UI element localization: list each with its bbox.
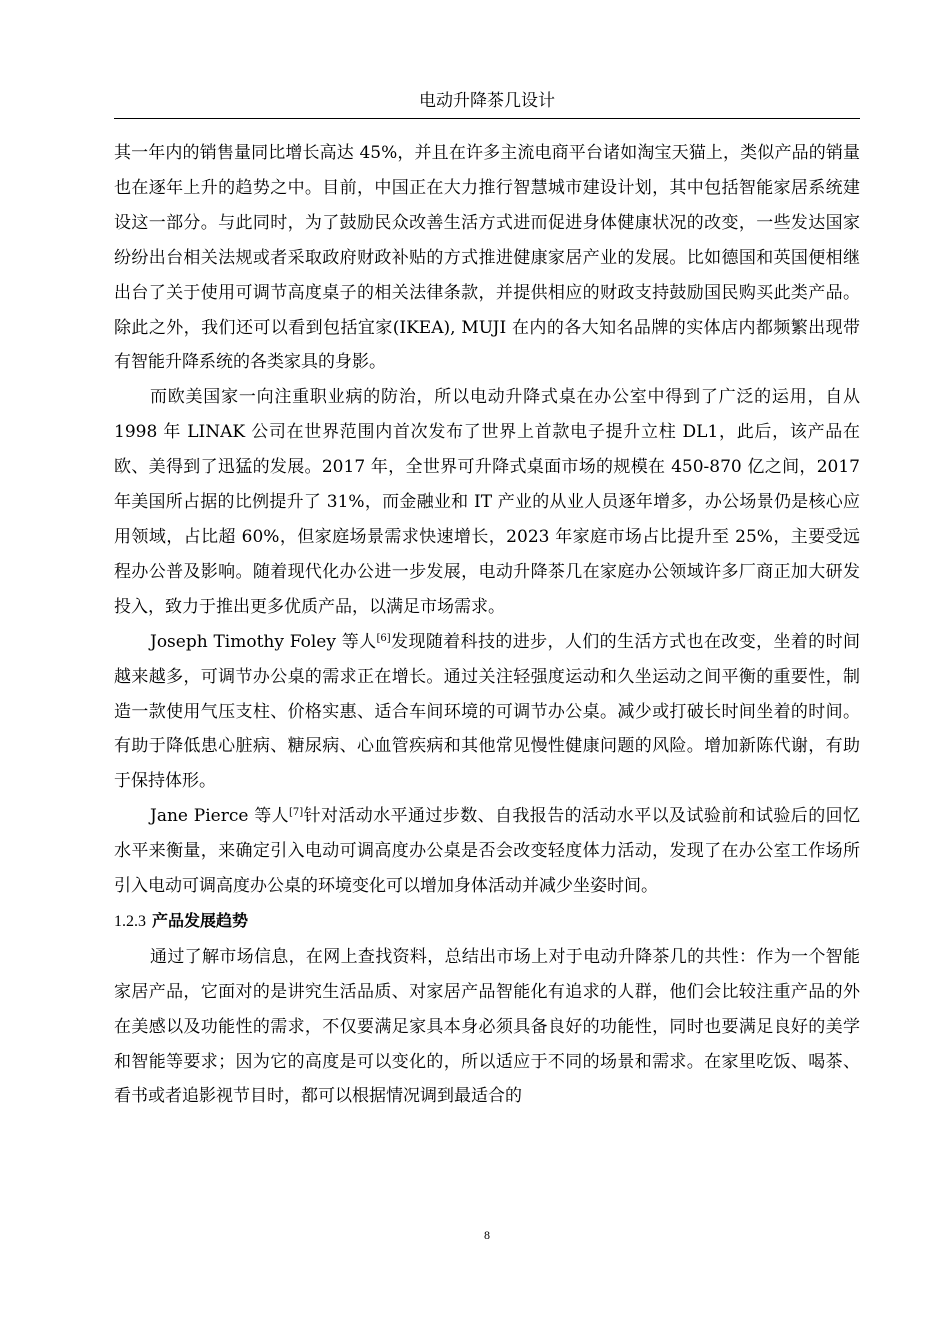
paragraph-3-lead: Joseph Timothy Foley 等人 xyxy=(150,631,377,652)
paragraph-1: 其一年内的销售量同比增长高达 45%，并且在许多主流电商平台诸如淘宝天猫上，类似产品的销量也在逐年上升的趋势之中。目前，中国正在大力推行智慧城市建设计划，其中包括智能家居系统建设这一部分。与此同时，为了鼓励民众改善生活方式进而促进身体健康状况的改变，一些发达国家纷纷出台相关法规或者采取政府财政补贴的方式推进健康家居产业的发展。比如德国和英国便相继出台了关于使用可调节高度桌子的相关法律条款，并提供相应的财政支持鼓励国民购买此类产品。除此之外，我们还可以看到包括宜家(IKEA), MUJI 在内的各大知名品牌的实体店内都频繁出现带有智能升降系统的各类家具的身影。 xyxy=(114,143,860,373)
paragraph-4-rest: 针对活动水平通过步数、自我报告的活动水平以及试验前和试验后的回忆水平来衡量，来确定引入电动可调高度办公桌是否会改变轻度体力活动，发现了在办公室工作场所引入电动可调高度办公桌的环境变化可以增加身体活动并减少坐姿时间。 xyxy=(114,806,860,897)
citation-6[interactable]: [6] xyxy=(376,632,391,644)
citation-7[interactable]: [7] xyxy=(289,807,304,819)
paragraph-3-rest: 发现随着科技的进步，人们的生活方式也在改变，坐着的时间越来越多，可调节办公桌的需求正在增长。通过关注轻强度运动和久坐运动之间平衡的重要性，制造一款使用气压支柱、价格实惠、适合车间环境的可调节办公桌。减少或打破长时间坐着的时间。有助于降低患心脏病、糖尿病、心血管疾病和其他常见慢性健康问题的风险。增加新陈代谢，有助于保持体形。 xyxy=(114,631,860,792)
section-title: 产品发展趋势 xyxy=(152,910,249,930)
header-divider xyxy=(114,118,860,119)
paragraph-4 xyxy=(114,799,860,904)
running-header: 电动升降茶几设计 xyxy=(419,91,555,111)
body-text xyxy=(114,136,860,1114)
paragraph-4-lead: Jane Pierce 等人 xyxy=(150,806,290,827)
section-number: 1.2.3 xyxy=(114,912,146,930)
page-number: 8 xyxy=(484,1228,490,1242)
section-heading xyxy=(114,904,860,940)
paragraph-2: 而欧美国家一向注重职业病的防治，所以电动升降式桌在办公室中得到了广泛的运用，自从 1998 年 LINAK 公司在世界范围内首次发布了世界上首款电子提升立柱 DL1，此后，该产品在欧、美得到了迅猛的发展。2017 年，全世界可升降式桌面市场的规模在 450-870 亿之间，2017 年美国所占据的比例提升了 31%，而金融业和 IT 产业的从业人员逐年增多，办公场景仍是核心应用领域，占比超 60%，但家庭场景需求快速增长，2023 年家庭市场占比提升至 25%，主要受远程办公普及影响。随着现代化办公进一步发展，电动升降茶几在家庭办公领域许多厂商正加大研发投入，致力于推出更多优质产品，以满足市场需求。 xyxy=(114,387,860,617)
paragraph-3 xyxy=(114,625,860,800)
paragraph-5: 通过了解市场信息，在网上查找资料，总结出市场上对于电动升降茶几的共性：作为一个智能家居产品，它面对的是讲究生活品质、对家居产品智能化有追求的人群，他们会比较注重产品的外在美感以及功能性的需求，不仅要满足家具本身必须具备良好的功能性，同时也要满足良好的美学和智能等要求；因为它的高度是可以变化的，所以适应于不同的场景和需求。在家里吃饭、喝茶、看书或者追影视节目时，都可以根据情况调到最适合的 xyxy=(114,946,860,1107)
